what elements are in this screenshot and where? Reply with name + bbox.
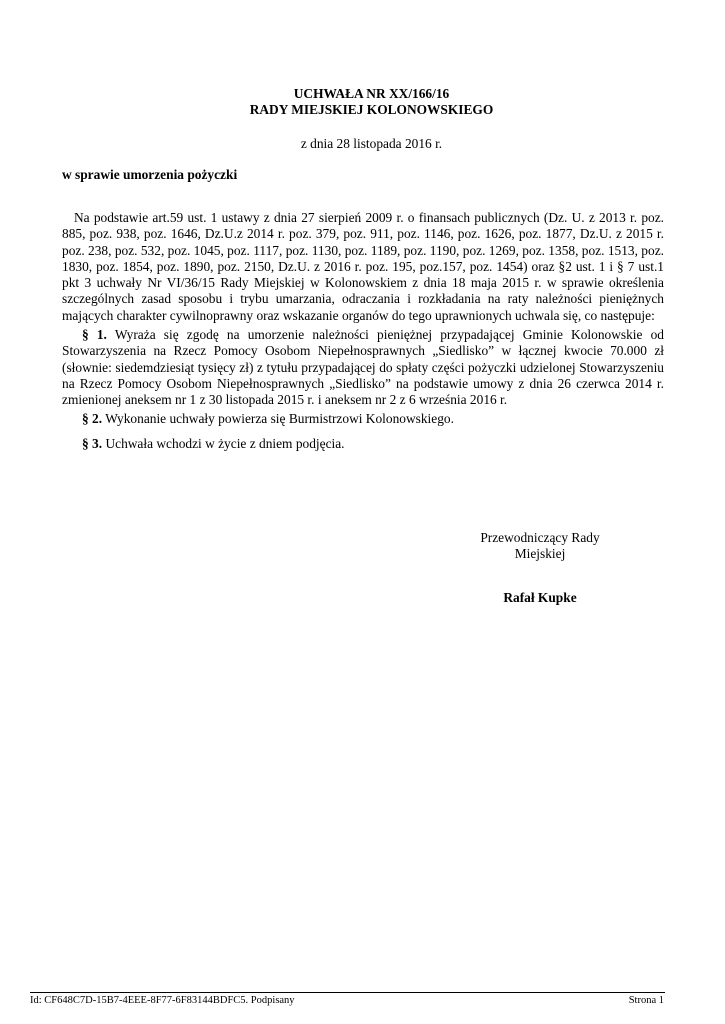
paragraph-1-text: Wyraża się zgodę na umorzenie należności pieniężnej przypadającej Gminie Kolonowskie od Stowarzyszenia na Rzecz Pomocy Osobom Niepełnosprawnych „Siedlisko” w łącznej kwocie 70.000 zł (słownie: siedemdziesiąt tysięcy zł) z tytułu przypadającej do spłaty części pożyczki udzielonej Stowarzyszeniu na Rzecz Pomocy Osobom Niepełnosprawnych „Siedlisko” na podstawie umowy z dnia 26 czerwca 2014 r. zmienionej aneksem nr 1 z 30 listopada 2015 r. i aneksem nr 2 z 6 września 2016 r. — [62, 327, 664, 408]
footer-page-number: Strona 1 — [628, 995, 664, 1006]
paragraph-1 — [62, 327, 664, 408]
signer-name: Rafał Kupke — [503, 590, 577, 605]
signature-role-line-2: Miejskiej — [514, 546, 566, 562]
signature-role-line-1: Przewodniczący Rady — [480, 530, 600, 545]
title-line-2: RADY MIEJSKIEJ KOLONOWSKIEGO — [249, 102, 494, 117]
paragraph-2-text: Wykonanie uchwały powierza się Burmistrzowi Kolonowskiego. — [105, 411, 454, 426]
resolution-date: z dnia 28 listopada 2016 r. — [300, 136, 443, 151]
paragraph-3 — [62, 436, 664, 452]
resolution-subject: w sprawie umorzenia pożyczki — [62, 167, 238, 182]
preamble-text: Na podstawie art.59 ust. 1 ustawy z dnia 27 sierpień 2009 r. o finansach publicznych (Dz. U. z 2013 r. poz. 885, poz. 938, poz. 1646, Dz.U.z 2014 r. poz. 379, poz. 911, poz. 1146, poz. 1626, poz. 1877, Dz.U. z 2015 r. poz. 238, poz. 532, poz. 1045, poz. 1117, poz. 1130, poz. 1189, poz. 1190, poz. 1269, poz. 1358, poz. 1513, poz. 1830, poz. 1854, poz. 1890, poz. 2150, Dz.U. z 2016 r. poz. 195, poz.157, poz. 1454) oraz §2 ust. 1 i § 7 ust.1 pkt 3 uchwały Nr VI/36/15 Rady Miejskiej w Kolonowskiem z dnia 18 maja 2015 r. w sprawie określenia szczególnych zasad sposobu i trybu umarzania, odraczania i rozkładania na raty należności pieniężnych mających charakter cywilnoprawny oraz wskazanie organów do tego uprawnionych uchwala się, co następuje: — [62, 210, 664, 323]
paragraph-2 — [62, 411, 664, 427]
paragraph-1-mark: § 1. — [82, 327, 107, 342]
preamble-paragraph — [62, 210, 664, 324]
footer-document-id: Id: CF648C7D-15B7-4EEE-8F77-6F83144BDFC5. Podpisany — [30, 995, 295, 1006]
resolution-title — [0, 86, 725, 118]
paragraph-2-mark: § 2. — [82, 411, 103, 426]
paragraph-3-text: Uchwała wchodzi w życie z dniem podjęcia. — [105, 436, 345, 451]
title-line-1: UCHWAŁA NR XX/166/16 — [293, 86, 450, 101]
paragraph-3-mark: § 3. — [82, 436, 103, 451]
signature-role — [440, 530, 640, 563]
footer-divider — [30, 992, 665, 993]
